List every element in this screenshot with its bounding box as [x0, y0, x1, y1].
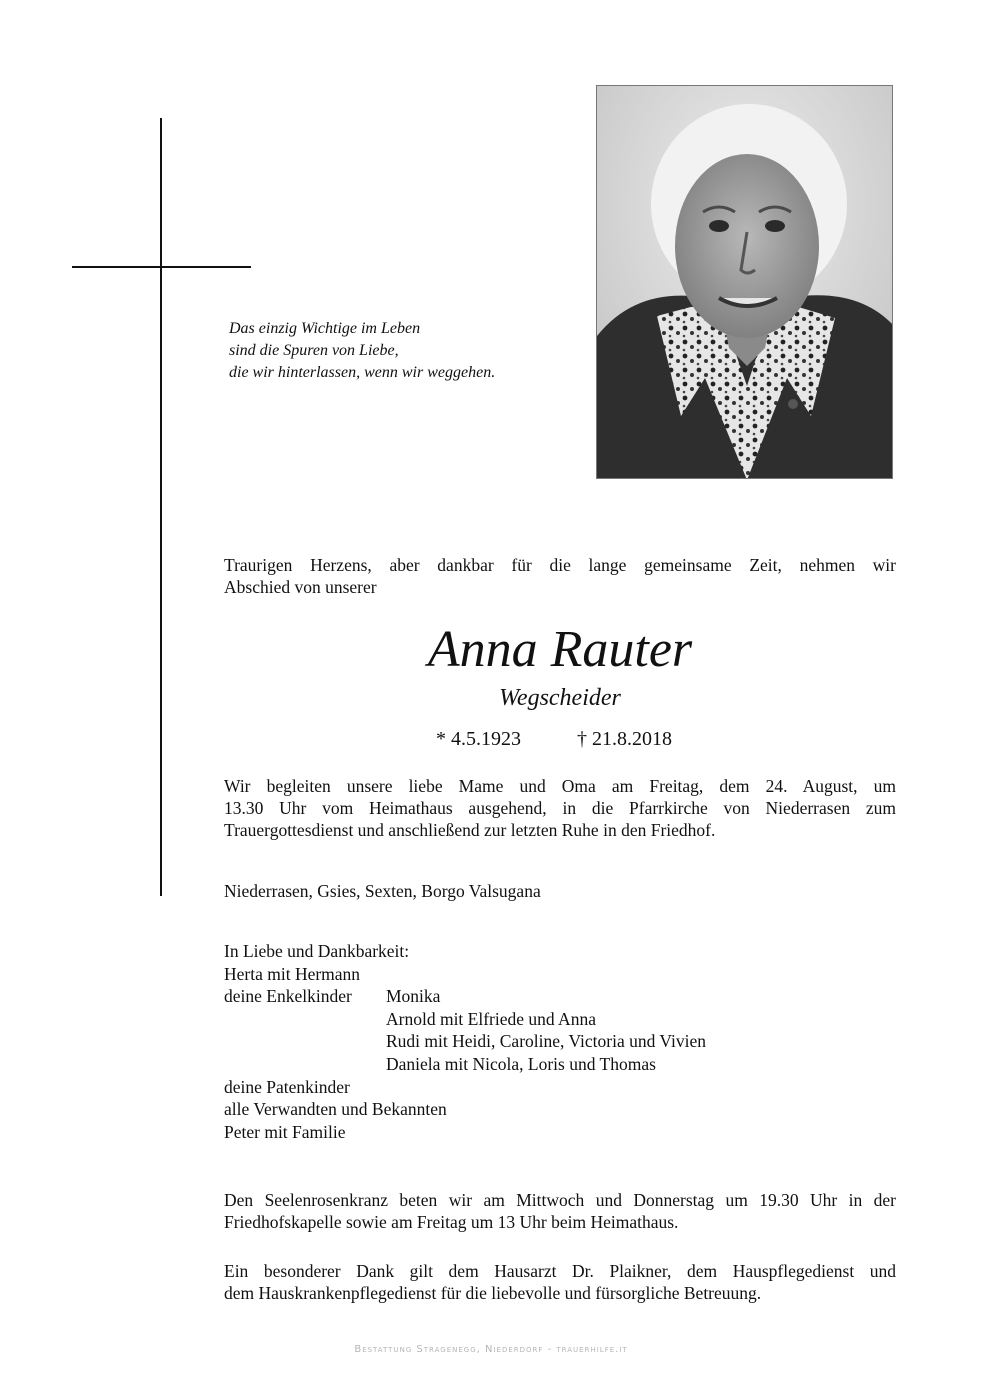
grandchild-entry: Daniela mit Nicola, Loris und Thomas — [386, 1053, 656, 1074]
cross-vertical-bar — [160, 118, 162, 896]
grandchild-entry: Arnold mit Elfriede und Anna — [386, 1008, 596, 1029]
quote-line: die wir hinterlassen, wenn wir weggehen. — [229, 364, 496, 381]
cross-horizontal-bar — [72, 266, 251, 268]
intro-line: Abschied von unserer — [224, 577, 377, 597]
family-row — [224, 1030, 706, 1053]
rosary-line: Friedhofskapelle sowie am Freitag um 13 Uhr beim Heimathaus. — [224, 1212, 679, 1232]
quote-line: sind die Spuren von Liebe, — [229, 342, 399, 359]
family-row — [224, 985, 447, 1008]
footer-credit: Bestattung Stragenegg, Niederdorf - trauerhilfe.it — [354, 1344, 628, 1355]
memorial-quote — [229, 318, 495, 384]
funeral-line: Wir begleiten unsere liebe Mame und Oma am Freitag, dem 24. August, um — [224, 776, 896, 796]
quote-line: Das einzig Wichtige im Leben — [229, 320, 421, 337]
funeral-paragraph — [224, 775, 896, 841]
funeral-line: Trauergottesdienst und anschließend zur letzten Ruhe in den Friedhof. — [224, 820, 716, 840]
family-list — [224, 940, 706, 1143]
deceased-name: Anna Rauter — [427, 621, 693, 678]
portrait-photo — [596, 85, 893, 479]
rosary-line: Den Seelenrosenkranz beten wir am Mittwoch und Donnerstag um 19.30 Uhr in der — [224, 1190, 896, 1210]
family-row — [224, 1121, 447, 1144]
family-row — [224, 963, 447, 986]
grandchild-entry: Monika — [386, 986, 441, 1007]
death-date: † 21.8.2018 — [577, 728, 672, 750]
family-member: Herta mit Hermann — [224, 963, 361, 984]
rosary-paragraph — [224, 1189, 896, 1233]
family-member: alle Verwandten und Bekannten — [224, 1099, 447, 1120]
funeral-line: 13.30 Uhr vom Heimathaus ausgehend, in die Pfarrkirche von Niederrasen zum — [224, 798, 896, 818]
birth-date: * 4.5.1923 — [436, 728, 521, 750]
places-line: Niederrasen, Gsies, Sexten, Borgo Valsugana — [224, 881, 541, 901]
portrait-illustration — [597, 86, 893, 479]
grandchildren-label: deine Enkelkinder — [224, 986, 352, 1007]
grandchild-entry: Rudi mit Heidi, Caroline, Victoria und Vivien — [386, 1031, 706, 1052]
family-heading-row — [224, 940, 447, 963]
maiden-name: Wegscheider — [499, 685, 621, 711]
family-member: Peter mit Familie — [224, 1121, 346, 1142]
family-row — [224, 1008, 596, 1031]
family-row — [224, 1076, 447, 1099]
family-row — [224, 1053, 656, 1076]
family-heading: In Liebe und Dankbarkeit: — [224, 941, 410, 961]
thanks-paragraph — [224, 1260, 896, 1304]
family-row — [224, 1098, 447, 1121]
intro-paragraph — [224, 554, 896, 598]
intro-line: Traurigen Herzens, aber dankbar für die lange gemeinsame Zeit, nehmen wir — [224, 555, 896, 575]
thanks-line: Ein besonderer Dank gilt dem Hausarzt Dr. Plaikner, dem Hauspflegedienst und — [224, 1261, 896, 1281]
family-member: deine Patenkinder — [224, 1076, 350, 1097]
thanks-line: dem Hauskrankenpflegedienst für die liebevolle und fürsorgliche Betreuung. — [224, 1283, 762, 1303]
